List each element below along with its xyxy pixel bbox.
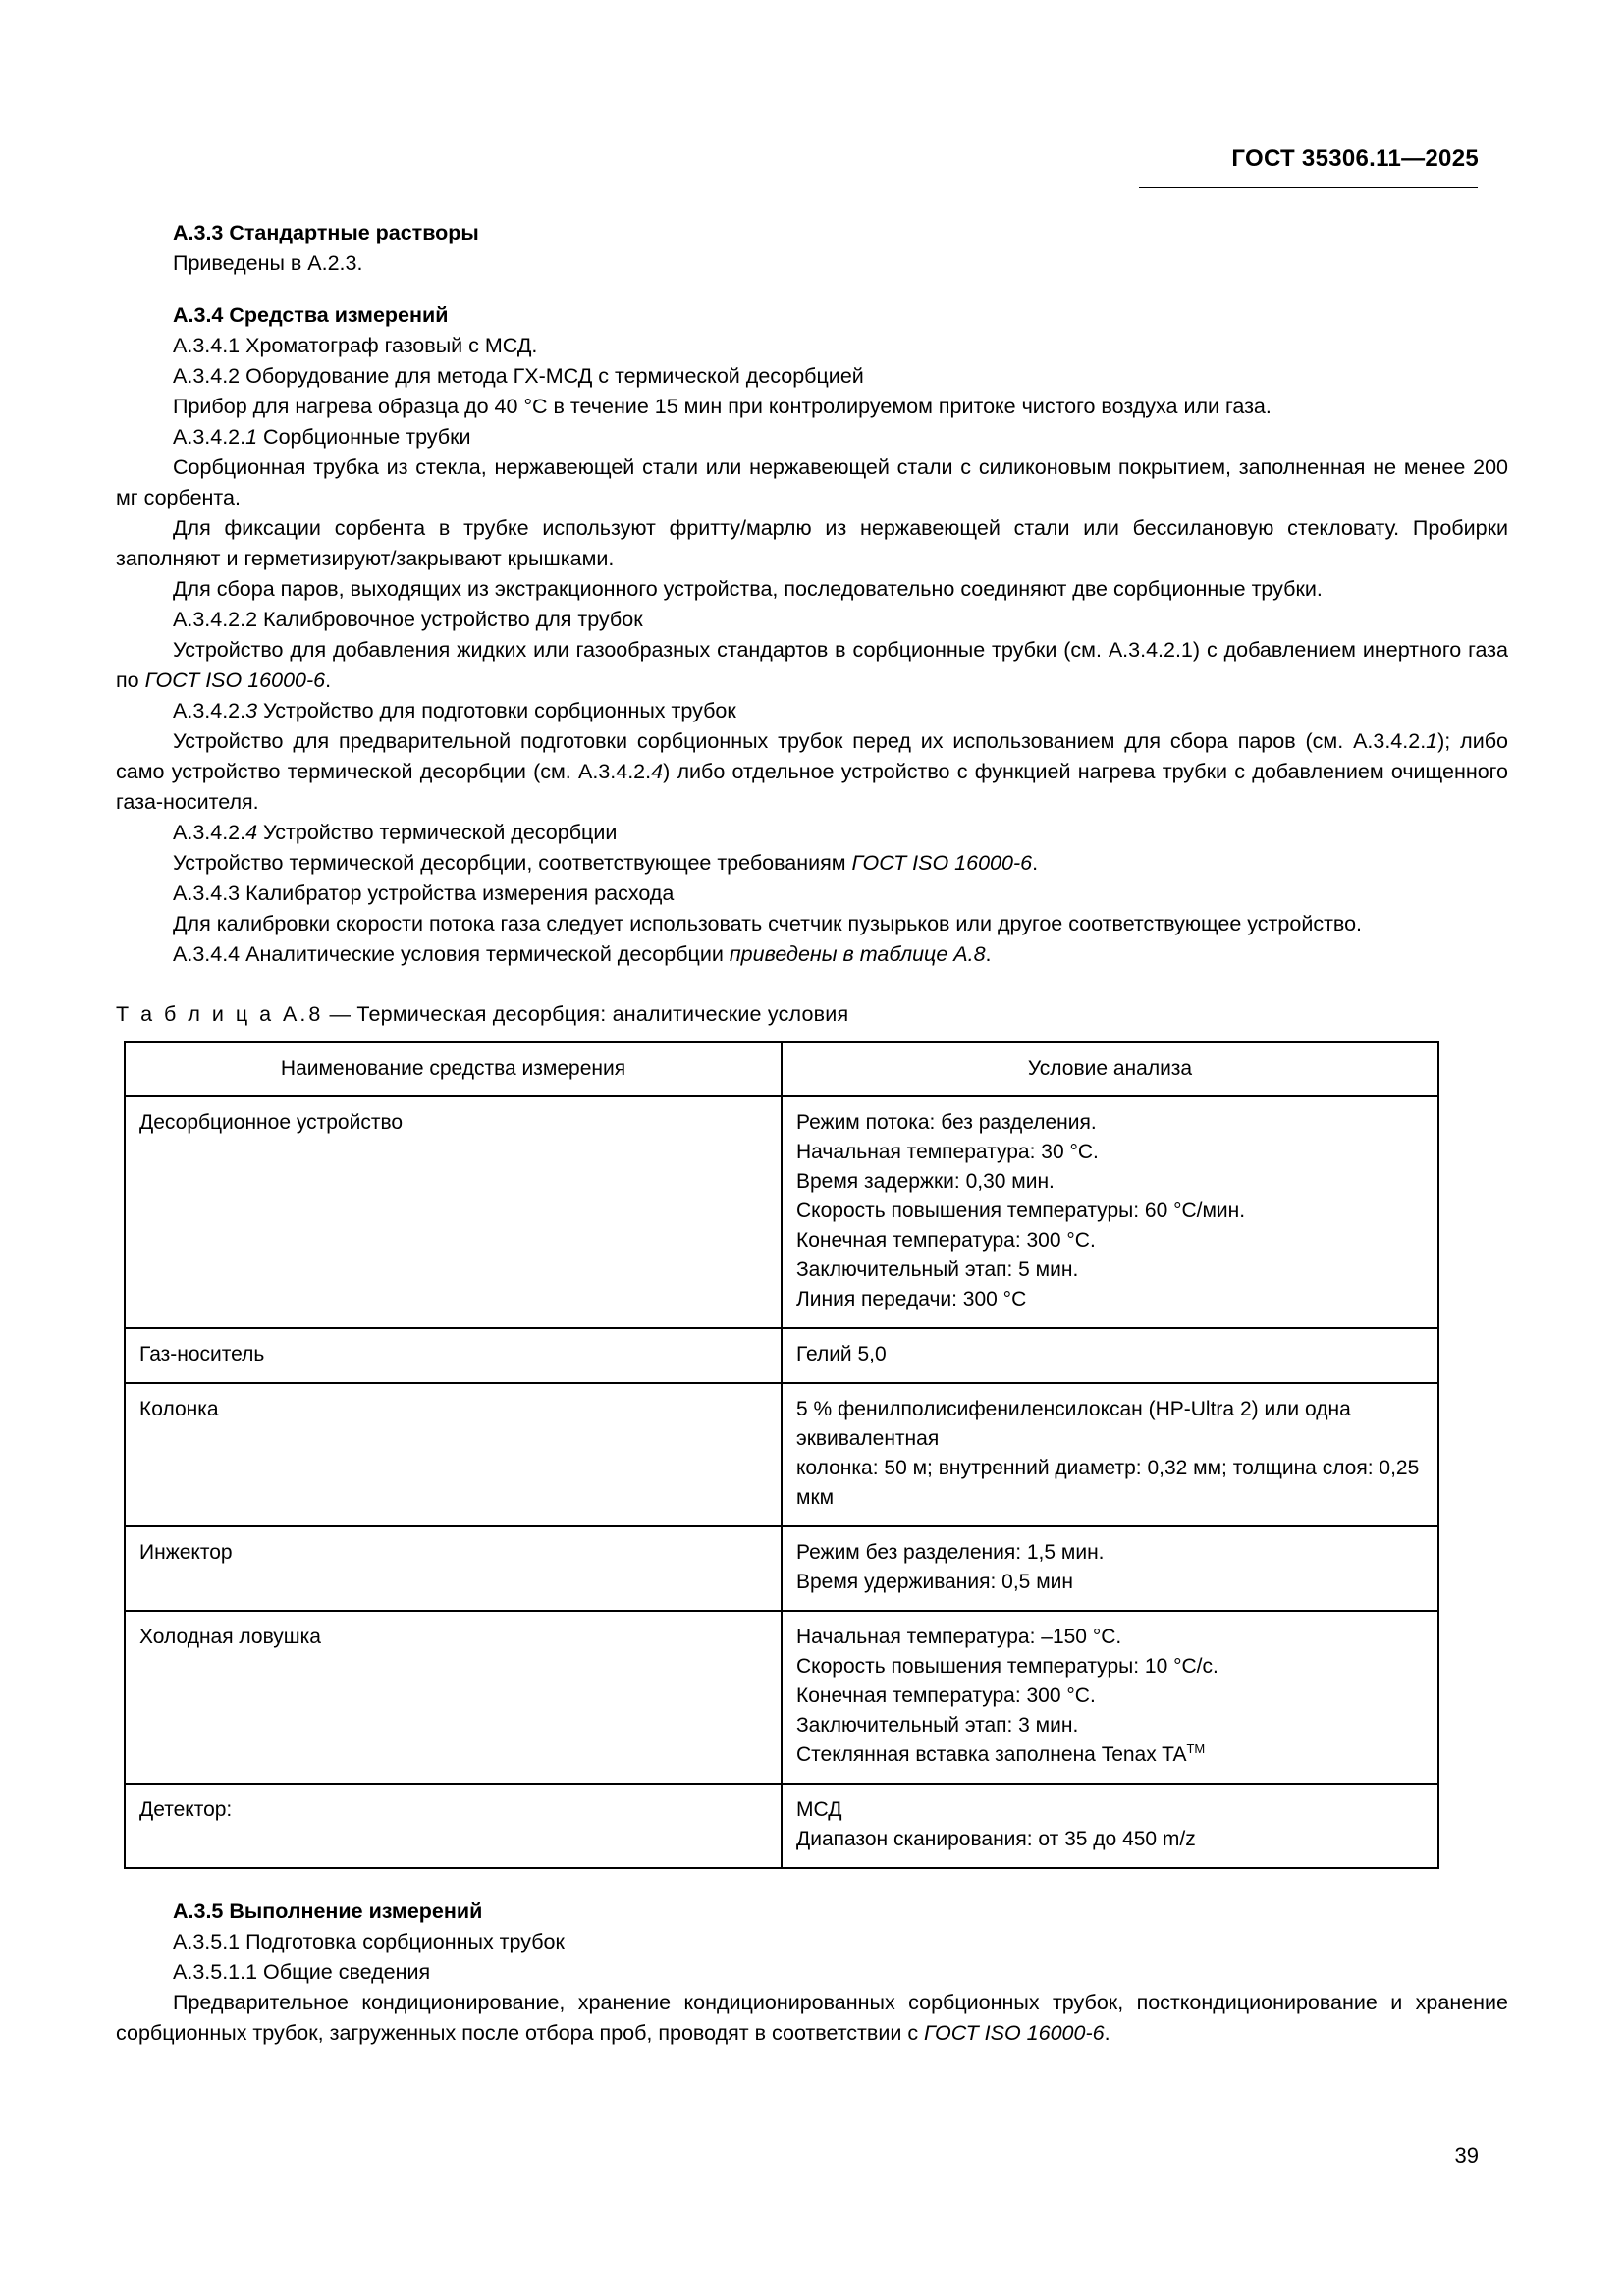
heading-a3423-number: 3 bbox=[245, 699, 258, 722]
heading-a344-text: А.3.4.4 Аналитические условия термической десорбции bbox=[173, 942, 730, 966]
condition-line: Диапазон сканирования: от 35 до 450 m/z bbox=[796, 1828, 1196, 1850]
document-body bbox=[116, 218, 1508, 2049]
table-cell-condition bbox=[782, 1328, 1438, 1383]
reference-iso-16000-6: ГОСТ ISO 16000-6 bbox=[144, 668, 326, 692]
table-header-cell-name: Наименование средства измерения bbox=[125, 1042, 782, 1096]
condition-line: Заключительный этап: 5 мин. bbox=[796, 1258, 1079, 1281]
paragraph-a33: Приведены в А.2.3. bbox=[173, 251, 363, 275]
condition-line: Режим потока: без разделения. bbox=[796, 1111, 1097, 1134]
paragraph-a3423-text-a: Устройство для предварительной подготовки сорбционных трубок перед их использованием для сбора паров (см. А.3.4.2. bbox=[173, 729, 1427, 753]
paragraph-a3421-3: Для сбора паров, выходящих из экстракционного устройства, последовательно соединяют две сорбционные трубки. bbox=[173, 577, 1323, 601]
paragraph-a3421-2: Для фиксации сорбента в трубке используют фритту/марлю из нержавеющей стали или бессилановую стекловату. Пробирки заполняют и герметизируют/закрывают крышками. bbox=[116, 516, 1508, 570]
condition-line: Время задержки: 0,30 мин. bbox=[796, 1170, 1055, 1193]
table-cell-condition bbox=[782, 1526, 1438, 1611]
condition-line: Гелий 5,0 bbox=[796, 1343, 887, 1365]
condition-line: Заключительный этап: 3 мин. bbox=[796, 1714, 1079, 1736]
paragraph-a343-1: Для калибровки скорости потока газа следует использовать счетчик пузырьков или другое соответствующее устройство. bbox=[173, 912, 1363, 935]
table-row bbox=[125, 1383, 1438, 1526]
paragraph-a3422-text-a: Устройство для добавления жидких или газообразных стандартов в сорбционные трубки (см. А.3.4.2.1) с добавлением инертного газа по bbox=[116, 638, 1508, 692]
table-cell-name: Холодная ловушка bbox=[125, 1611, 782, 1784]
page-header bbox=[0, 145, 1624, 173]
table-cell-condition bbox=[782, 1784, 1438, 1868]
condition-line: Режим без разделения: 1,5 мин. bbox=[796, 1541, 1105, 1564]
paragraph-a3422-1 bbox=[116, 635, 1508, 696]
heading-a344-dot: . bbox=[985, 942, 992, 966]
paragraph-a3423-text-c: ) либо отдельное устройство с функцией нагрева трубки с добавлением очищенного газа-носителя. bbox=[116, 760, 1508, 814]
heading-a343: А.3.4.3 Калибратор устройства измерения расхода bbox=[173, 881, 675, 905]
table-a8 bbox=[124, 1041, 1439, 1869]
table-a8-caption-text: — Термическая десорбция: аналитические условия bbox=[323, 1002, 849, 1026]
heading-a3421 bbox=[116, 422, 1508, 453]
condition-line: Время удерживания: 0,5 мин bbox=[796, 1571, 1073, 1593]
paragraph-a3423-1 bbox=[116, 726, 1508, 818]
heading-a3421-number: 1 bbox=[245, 425, 258, 449]
paragraph-a3424-text-a: Устройство термической десорбции, соответствующее требованиям bbox=[173, 851, 852, 875]
heading-a344-table-ref: приведены в таблице А.8 bbox=[729, 942, 986, 966]
condition-line: колонка: 50 м; внутренний диаметр: 0,32 мм; толщина слоя: 0,25 мкм bbox=[796, 1457, 1420, 1509]
condition-line: Начальная температура: 30 °С. bbox=[796, 1141, 1099, 1163]
table-cell-name: Инжектор bbox=[125, 1526, 782, 1611]
paragraph-a3421-1: Сорбционная трубка из стекла, нержавеющей стали или нержавеющей стали с силиконовым покрытием, заполненная не менее 200 мг сорбента. bbox=[116, 455, 1508, 509]
condition-line bbox=[796, 1740, 1424, 1770]
heading-a3422: А.3.4.2.2 Калибровочное устройство для трубок bbox=[173, 608, 643, 631]
paragraph-a3511-body bbox=[116, 1988, 1508, 2049]
reference-iso-16000-6-2: ГОСТ ISO 16000-6 bbox=[851, 851, 1033, 875]
condition-line: 5 % фенилполисифениленсилоксан (HP-Ultra 2) или одна эквивалентная bbox=[796, 1398, 1351, 1450]
heading-a3423-prefix: А.3.4.2. bbox=[173, 699, 246, 722]
heading-a344 bbox=[116, 939, 1508, 970]
table-cell-name: Детектор: bbox=[125, 1784, 782, 1868]
trademark-superscript: TM bbox=[1186, 1741, 1206, 1756]
heading-a3424 bbox=[116, 818, 1508, 848]
paragraph-a3511: А.3.5.1.1 Общие сведения bbox=[173, 1960, 431, 1984]
heading-a3423-suffix: Устройство для подготовки сорбционных трубок bbox=[257, 699, 736, 722]
reference-iso-16000-6-3: ГОСТ ISO 16000-6 bbox=[924, 2021, 1105, 2045]
paragraph-a351: А.3.5.1 Подготовка сорбционных трубок bbox=[173, 1930, 565, 1953]
table-cell-name: Газ-носитель bbox=[125, 1328, 782, 1383]
condition-line: Конечная температура: 300 °С. bbox=[796, 1684, 1096, 1707]
heading-a3421-suffix: Сорбционные трубки bbox=[257, 425, 471, 449]
table-cell-condition bbox=[782, 1096, 1438, 1328]
heading-a34: А.3.4 Средства измерений bbox=[173, 303, 449, 327]
condition-line: Скорость повышения температуры: 60 °С/мин. bbox=[796, 1200, 1246, 1222]
heading-a35: А.3.5 Выполнение измерений bbox=[173, 1899, 483, 1923]
table-row bbox=[125, 1096, 1438, 1328]
table-cell-name: Десорбционное устройство bbox=[125, 1096, 782, 1328]
standard-number: ГОСТ 35306.11—2025 bbox=[1231, 145, 1479, 172]
paragraph-a3423-ref-2: 4 bbox=[651, 760, 664, 783]
condition-line-text: Стеклянная вставка заполнена Tenax TA bbox=[796, 1743, 1187, 1766]
heading-a3423 bbox=[116, 696, 1508, 726]
condition-line: Начальная температура: –150 °С. bbox=[796, 1626, 1122, 1648]
paragraph-a342-body: Прибор для нагрева образца до 40 °С в течение 15 мин при контролируемом притоке чистого воздуха или газа. bbox=[173, 395, 1272, 418]
page-number: 39 bbox=[1454, 2143, 1479, 2167]
table-row bbox=[125, 1526, 1438, 1611]
paragraph-a3423-ref-1: 1 bbox=[1426, 729, 1438, 753]
table-a8-caption bbox=[116, 999, 1508, 1030]
table-row bbox=[125, 1611, 1438, 1784]
paragraph-a3511-text-a: Предварительное кондиционирование, хранение кондиционированных сорбционных трубок, посткондиционирование и хранение сорбционных трубок, загруженных после отбора проб, проводят в соответствии с bbox=[116, 1991, 1508, 2045]
condition-line: Конечная температура: 300 °С. bbox=[796, 1229, 1096, 1252]
heading-a3421-prefix: А.3.4.2. bbox=[173, 425, 246, 449]
table-row bbox=[125, 1784, 1438, 1868]
condition-line: Линия передачи: 300 °С bbox=[796, 1288, 1027, 1310]
paragraph-a342: А.3.4.2 Оборудование для метода ГХ-МСД с термической десорбцией bbox=[173, 364, 864, 388]
table-cell-condition bbox=[782, 1383, 1438, 1526]
paragraph-a3424-text-b: . bbox=[1032, 851, 1039, 875]
paragraph-a3422-text-b: . bbox=[325, 668, 332, 692]
paragraph-a341: А.3.4.1 Хроматограф газовый с МСД. bbox=[173, 334, 538, 357]
table-cell-name: Колонка bbox=[125, 1383, 782, 1526]
condition-line: Скорость повышения температуры: 10 °С/с. bbox=[796, 1655, 1218, 1678]
paragraph-a3424-1 bbox=[116, 848, 1508, 879]
paragraph-a3511-text-b: . bbox=[1104, 2021, 1110, 2045]
table-header-cell-condition: Условие анализа bbox=[782, 1042, 1438, 1096]
table-cell-condition bbox=[782, 1611, 1438, 1784]
heading-a3424-number: 4 bbox=[245, 821, 258, 844]
condition-line: МСД bbox=[796, 1798, 842, 1821]
header-rule bbox=[1139, 187, 1478, 188]
table-a8-caption-label: Т а б л и ц а А.8 bbox=[116, 1002, 324, 1026]
heading-a3424-prefix: А.3.4.2. bbox=[173, 821, 246, 844]
table-header-row bbox=[125, 1042, 1438, 1096]
table-row bbox=[125, 1328, 1438, 1383]
heading-a33: А.3.3 Стандартные растворы bbox=[173, 221, 479, 244]
paragraph-a3423-text-b: ); либо само устройство термической десорбции (см. А.3.4.2. bbox=[116, 729, 1508, 783]
heading-a3424-suffix: Устройство термической десорбции bbox=[257, 821, 618, 844]
